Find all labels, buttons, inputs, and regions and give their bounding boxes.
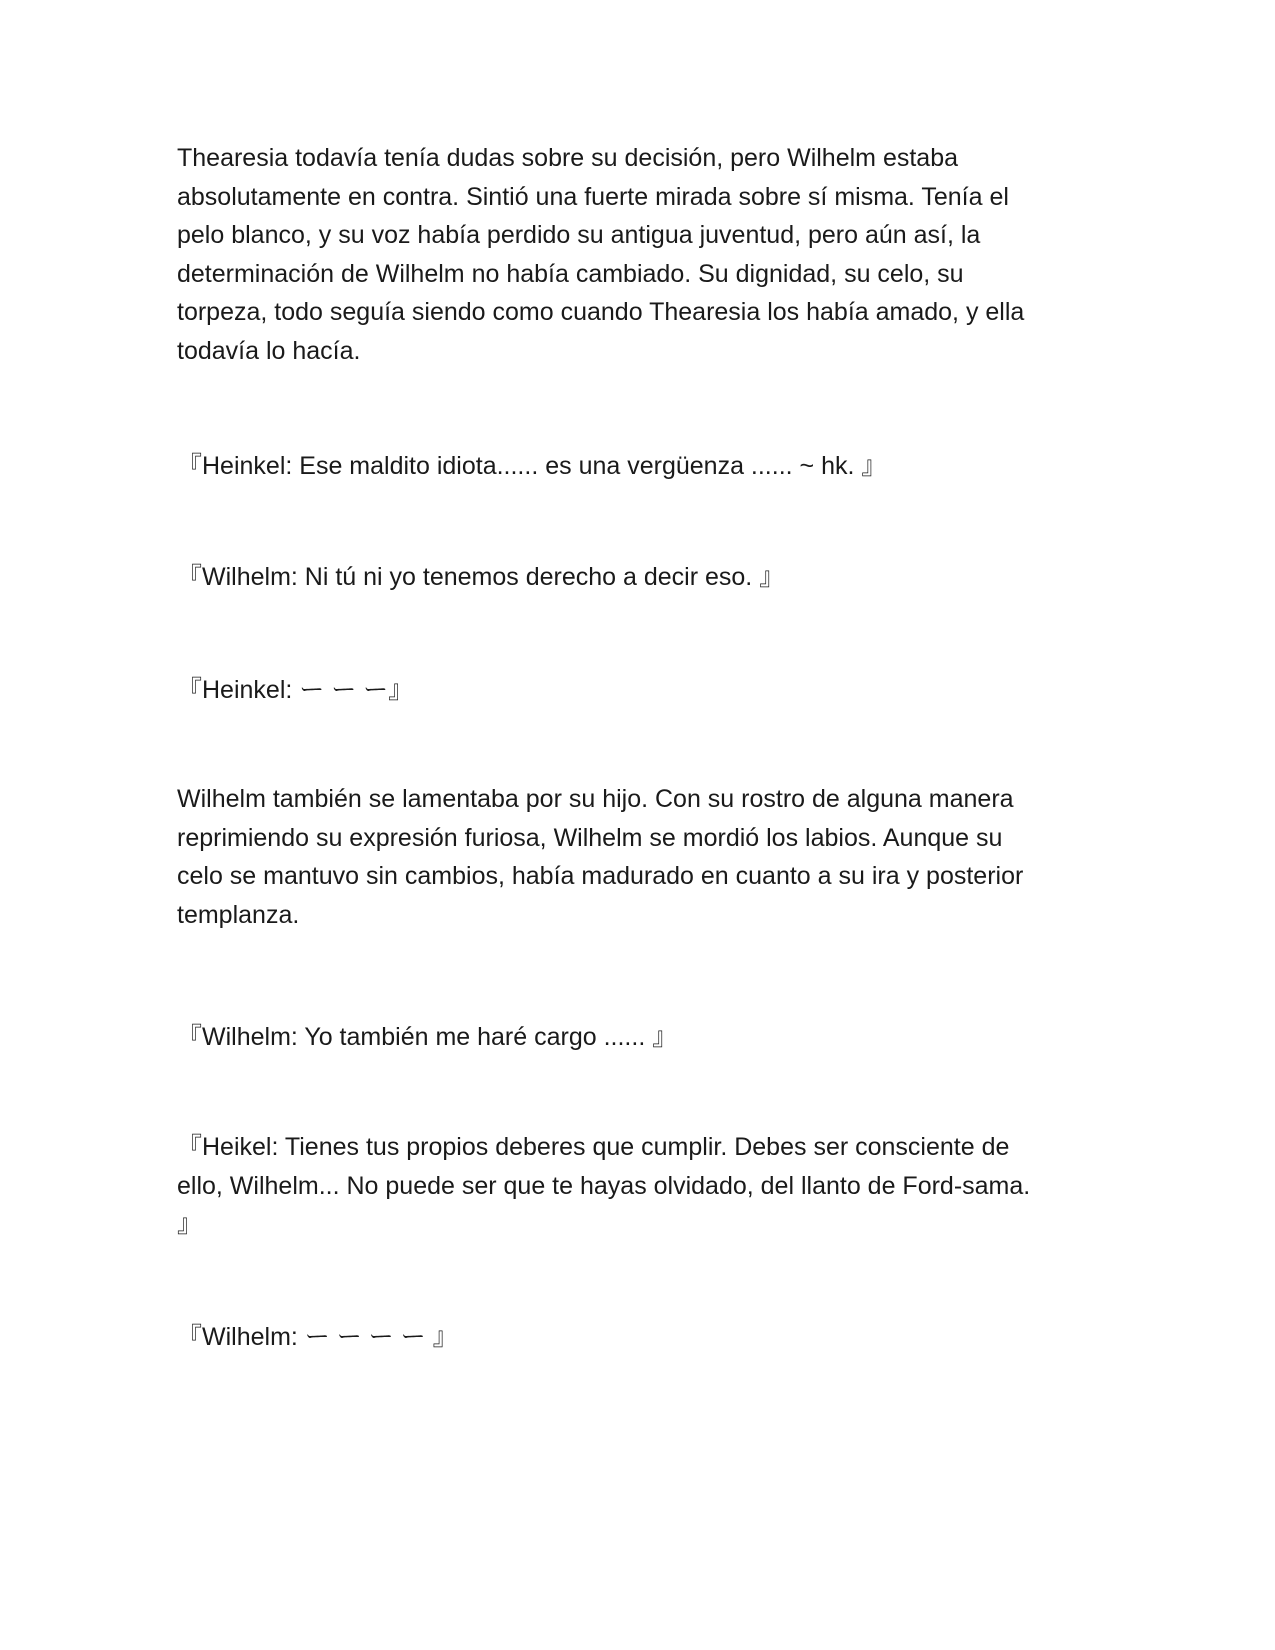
dialogue-line-part: ello, Wilhelm... No puede ser que te hayas olvidado, del llanto de Ford-sama. [177, 1171, 1031, 1200]
dialogue-line-wilhelm-2: 『Wilhelm: Yo también me haré cargo ...... 』 [177, 1023, 678, 1051]
paragraph-line: determinación de Wilhelm no había cambiado. Su dignidad, su celo, su [177, 259, 964, 288]
dialogue-line-heinkel-1: 『Heinkel: Ese maldito idiota...... es una vergüenza ...... ~ hk. 』 [177, 452, 887, 480]
paragraph-line: reprimiendo su expresión furiosa, Wilhelm se mordió los labios. Aunque su [177, 823, 1003, 852]
dialogue-line-wilhelm-1: 『Wilhelm: Ni tú ni yo tenemos derecho a decir eso. 』 [177, 563, 785, 591]
dialogue-line-part: 』 [177, 1210, 203, 1238]
narrative-paragraph-2 [177, 780, 1107, 934]
narrative-paragraph-1 [177, 139, 1107, 370]
dialogue-line-wilhelm-3: 『Wilhelm: ー ー ー ー 』 [177, 1323, 458, 1351]
dialogue-line-heinkel-2: 『Heinkel: ー ー ー』 [177, 676, 414, 704]
paragraph-line: torpeza, todo seguía siendo como cuando Thearesia los había amado, y ella [177, 298, 1025, 326]
paragraph-line: absolutamente en contra. Sintió una fuerte mirada sobre sí misma. Tenía el [177, 182, 1009, 211]
dialogue-line-heikel [177, 1128, 1107, 1244]
paragraph-line: templanza. [177, 900, 300, 929]
paragraph-line: celo se mantuvo sin cambios, había madurado en cuanto a su ira y posterior [177, 862, 1024, 890]
dialogue-line-part: 『Heikel: Tienes tus propios deberes que cumplir. Debes ser consciente de [177, 1133, 1010, 1161]
paragraph-line: pelo blanco, y su voz había perdido su antigua juventud, pero aún así, la [177, 221, 981, 249]
paragraph-line: Thearesia todavía tenía dudas sobre su decisión, pero Wilhelm estaba [177, 144, 959, 172]
paragraph-line: Wilhelm también se lamentaba por su hijo. Con su rostro de alguna manera [177, 785, 1014, 813]
paragraph-line: todavía lo hacía. [177, 336, 361, 365]
